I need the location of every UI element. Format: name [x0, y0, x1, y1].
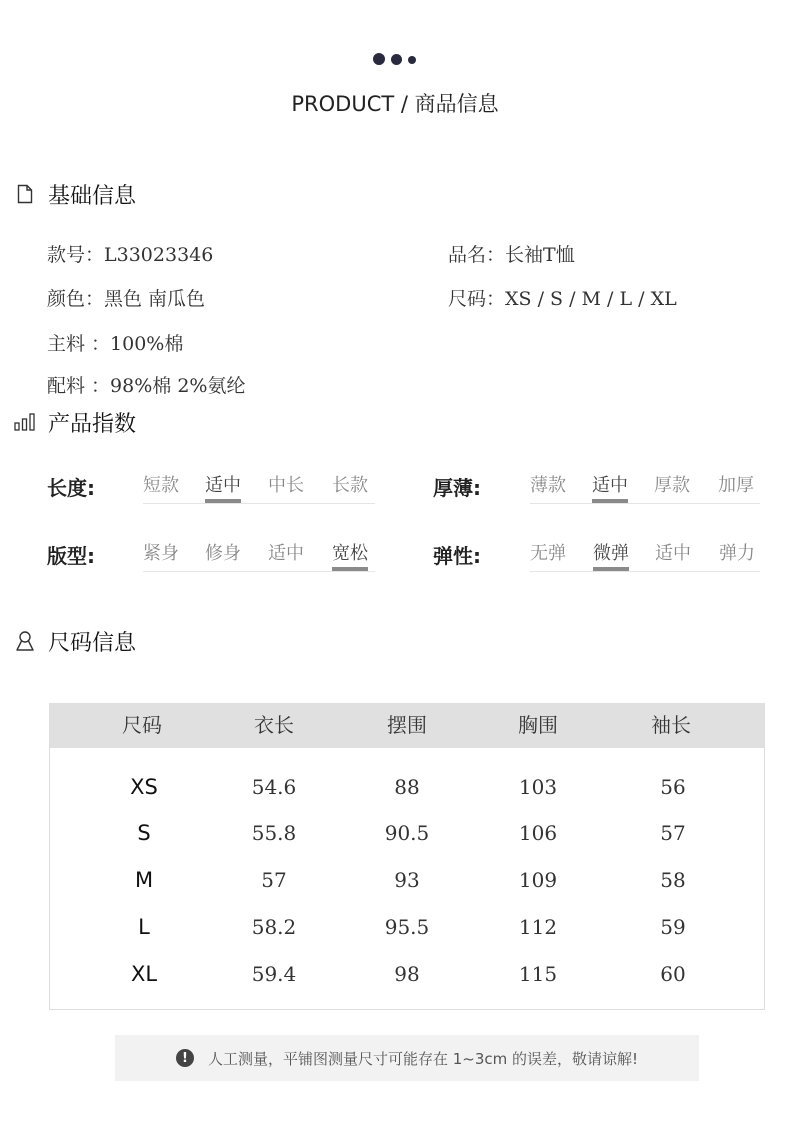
fit-label: 版型: — [47, 544, 95, 568]
table-cell: 59.4 — [251, 962, 297, 986]
table-cell: 95.5 — [384, 915, 430, 939]
measurement-note — [115, 1035, 699, 1081]
length-option: 长款 — [332, 475, 368, 496]
sub-material-label: 配料 ： — [47, 375, 111, 397]
table-cell: 106 — [518, 821, 558, 845]
table-cell: XS — [130, 775, 158, 799]
sizes-label: 尺码： — [448, 288, 506, 310]
note-text: 人工测量，平铺图测量尺寸可能存在 1~3cm 的误差，敬请谅解! — [207, 1049, 639, 1068]
thickness-option-selected: 适中 — [592, 473, 628, 499]
table-cell: S — [137, 821, 151, 845]
section-title: 产品指数 — [48, 411, 137, 437]
table-cell: 56 — [660, 775, 686, 799]
colors — [47, 284, 205, 311]
decorative-dots — [373, 52, 419, 66]
product-name-label: 品名： — [448, 244, 506, 266]
exclamation-icon: ! — [176, 1049, 194, 1067]
section-title: 尺码信息 — [48, 630, 137, 656]
length-option-selected: 适中 — [205, 473, 241, 499]
fit-option-selected: 宽松 — [332, 541, 368, 567]
sub-material-value: 98%棉 2%氨纶 — [110, 375, 246, 397]
length-option: 中长 — [268, 475, 304, 496]
dot — [373, 53, 385, 65]
main-material — [47, 329, 183, 356]
section-size-info — [12, 626, 136, 656]
thickness-scale — [530, 473, 760, 504]
table-cell: XL — [130, 962, 158, 986]
section-title: 基础信息 — [48, 183, 137, 209]
table-cell: 93 — [394, 868, 420, 892]
main-material-value: 100%棉 — [110, 333, 184, 355]
column-header: 摆围 — [387, 713, 427, 737]
sub-material — [47, 371, 245, 398]
table-cell: 88 — [394, 775, 420, 799]
thickness-label: 厚薄: — [433, 476, 481, 500]
section-basic-info — [12, 179, 136, 209]
table-cell: 109 — [518, 868, 558, 892]
product-name — [448, 240, 575, 267]
table-cell: 58.2 — [251, 915, 297, 939]
table-cell: 57 — [261, 868, 287, 892]
fit-option: 修身 — [205, 543, 241, 564]
person-icon — [12, 630, 38, 652]
size-table — [49, 703, 765, 1010]
elasticity-option: 弹力 — [719, 543, 755, 564]
table-cell: L — [138, 915, 150, 939]
main-material-label: 主料 ： — [47, 333, 111, 355]
column-header: 衣长 — [254, 713, 294, 737]
colors-value: 黑色 南瓜色 — [104, 288, 206, 310]
table-cell: 60 — [660, 962, 686, 986]
bar-chart-icon — [12, 411, 38, 433]
dot — [391, 54, 402, 65]
table-cell: 57 — [660, 821, 686, 845]
table-cell: 54.6 — [251, 775, 297, 799]
page-title: PRODUCT / 商品信息 — [291, 92, 499, 116]
sizes-value: XS / S / M / L / XL — [505, 288, 677, 310]
fit-option: 紧身 — [143, 543, 179, 564]
document-icon — [12, 183, 38, 205]
length-option: 短款 — [143, 475, 179, 496]
elasticity-option: 无弹 — [530, 543, 566, 564]
table-cell: 90.5 — [384, 821, 430, 845]
column-header: 袖长 — [651, 713, 691, 737]
fit-option: 适中 — [268, 543, 304, 564]
table-header — [50, 703, 764, 748]
colors-label: 颜色： — [47, 288, 105, 310]
sizes — [448, 284, 677, 311]
table-cell: M — [134, 868, 154, 892]
style-number-label: 款号： — [47, 244, 105, 266]
length-label: 长度: — [47, 476, 95, 500]
thickness-option: 薄款 — [530, 475, 566, 496]
product-name-value: 长袖T恤 — [505, 244, 575, 266]
elasticity-scale — [530, 541, 760, 572]
table-cell: 112 — [518, 915, 558, 939]
thickness-option: 加厚 — [718, 475, 754, 496]
style-number — [47, 240, 213, 267]
table-cell: 115 — [518, 962, 558, 986]
fit-scale — [143, 541, 375, 572]
elasticity-option: 适中 — [655, 543, 691, 564]
dot — [408, 56, 416, 64]
section-product-index — [12, 407, 136, 437]
elasticity-label: 弹性: — [433, 544, 481, 568]
table-cell: 98 — [394, 962, 420, 986]
column-header: 尺码 — [122, 713, 162, 737]
table-cell: 55.8 — [251, 821, 297, 845]
table-cell: 103 — [518, 775, 558, 799]
column-header: 胸围 — [518, 713, 558, 737]
table-cell: 59 — [660, 915, 686, 939]
thickness-option: 厚款 — [654, 475, 690, 496]
length-scale — [143, 473, 375, 504]
table-cell: 58 — [660, 868, 686, 892]
style-number-value: L33023346 — [104, 244, 214, 266]
elasticity-option-selected: 微弹 — [593, 541, 629, 567]
